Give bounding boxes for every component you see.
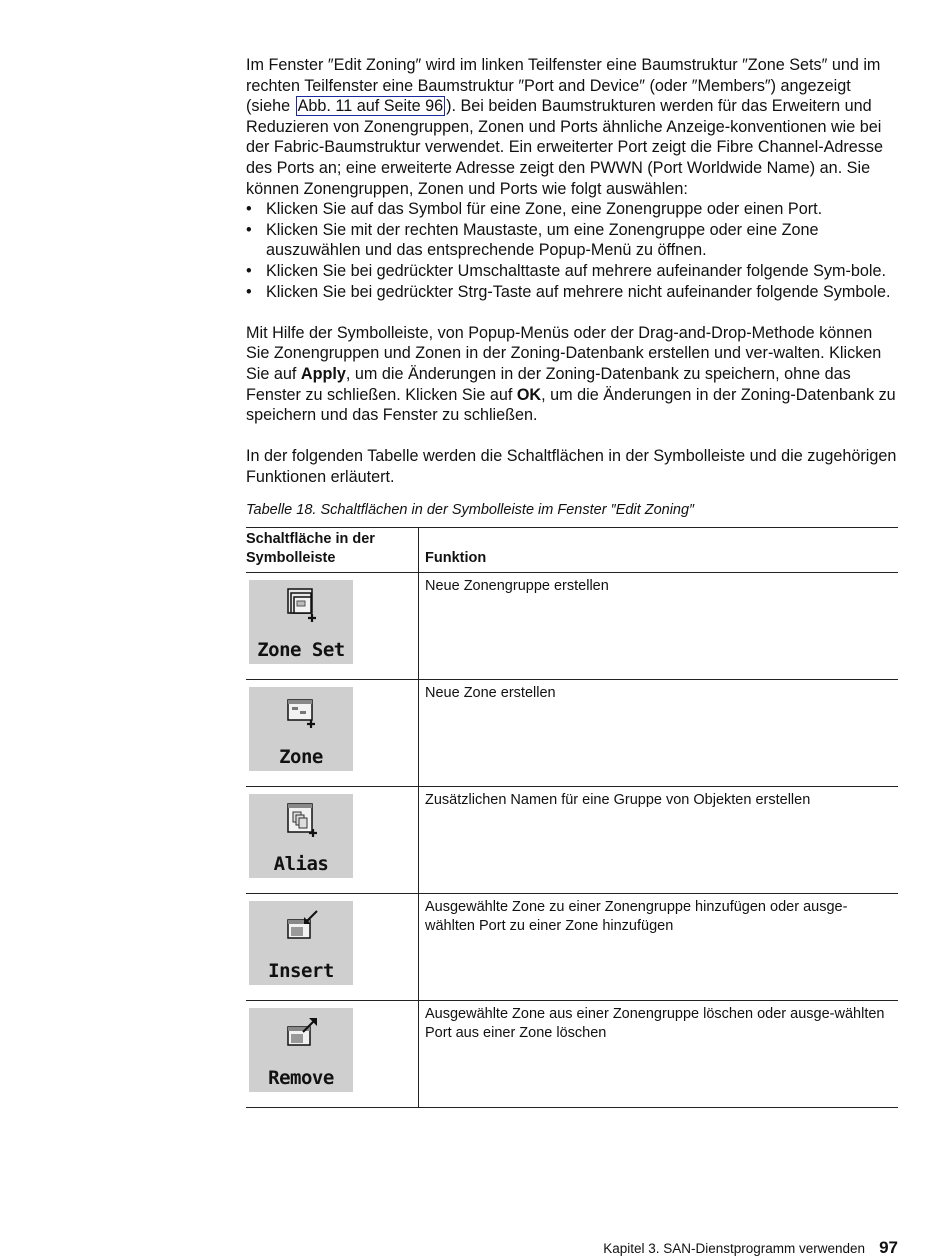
bullet-marker: •: [246, 220, 252, 239]
selection-bullet-list: [246, 199, 898, 302]
table-header-row: [246, 528, 898, 573]
list-item: • Klicken Sie mit der rechten Maustaste, um eine Zonengruppe oder eine Zone auszuwählen und das entsprechende Popup-Menü zu öffnen.: [246, 220, 819, 260]
table-row: [246, 573, 898, 680]
table-intro-paragraph: In der folgenden Tabelle werden die Schaltflächen in der Symbolleiste und die zugehörigen Funktionen erläutert.: [246, 447, 897, 486]
page-footer: [603, 1238, 898, 1258]
intro-text-start: Im Fenster ″Edit Zoning″ wird im linken Teilfenster eine Baumstruktur ″Zone Sets″ und im rechten Teilfenster eine Baumstruktur ″Port and Device″ (oder ″Members″) angezeigt (siehe: [246, 56, 881, 116]
header-function-column: Funktion: [419, 528, 899, 573]
remove-icon: [285, 1015, 321, 1055]
button-label: Zone Set: [257, 638, 345, 661]
page-content: [246, 55, 898, 1108]
zone-set-button[interactable]: [249, 580, 353, 664]
chapter-title: Kapitel 3. SAN-Dienstprogramm verwenden: [603, 1241, 866, 1256]
function-cell: Ausgewählte Zone zu einer Zonengruppe hinzufügen oder ausge-wählten Port zu einer Zone hinzufügen: [419, 894, 899, 1001]
zone-button[interactable]: [249, 687, 353, 771]
intro-text-end: ). Bei beiden Baumstrukturen werden für das Erweitern und Reduzieren von Zonengruppen, Zonen und Ports ähnliche Anzeige-konventionen wie bei der Fabric-Baumstruktur verwendet. Ein erweiterter Port zeigt die Fibre Channel-Adresse des Ports an; eine erweiterte Adresse zeigt den PWWN (Port Worldwide Name) an. Sie können Zonengruppen, Zonen und Ports wie folgt auswählen:: [246, 97, 883, 198]
toolbar-buttons-table: [246, 527, 898, 1108]
button-label: Insert: [268, 959, 334, 982]
function-cell: Neue Zone erstellen: [419, 680, 899, 787]
figure-reference-link[interactable]: Abb. 11 auf Seite 96: [297, 97, 444, 116]
ok-keyword: OK: [516, 385, 542, 404]
intro-paragraph: [246, 55, 898, 199]
alias-icon: [285, 801, 321, 841]
zone-icon: [285, 694, 321, 734]
table-caption: Tabelle 18. Schaltflächen in der Symbolleiste im Fenster ″Edit Zoning″: [246, 502, 695, 519]
list-item: • Klicken Sie bei gedrückter Strg-Taste auf mehrere nicht aufeinander folgende Symbole.: [246, 282, 891, 301]
table-row: [246, 787, 898, 894]
insert-icon: [285, 908, 321, 948]
zone-set-icon: [285, 587, 321, 627]
insert-button[interactable]: [249, 901, 353, 985]
apply-keyword: Apply: [300, 364, 346, 383]
button-label: Zone: [279, 745, 323, 768]
toolbar-paragraph: Mit Hilfe der Symbolleiste, von Popup-Menüs oder der Drag-and-Drop-Methode können Sie Zonengruppen und Zonen in der Zoning-Datenbank erstellen und ver-walten. Klicken Sie auf Apply, um die Änderungen in der Zoning-Datenbank zu speichern, ohne das Fenster zu schließen. Klicken Sie auf OK, um die Änderungen in der Zoning-Datenbank zu speichern und das Fenster zu schließen.: [246, 323, 896, 425]
list-item: • Klicken Sie auf das Symbol für eine Zone, eine Zonengruppe oder einen Port.: [246, 200, 823, 219]
button-label: Alias: [273, 852, 329, 875]
remove-button[interactable]: [249, 1008, 353, 1092]
table-row: [246, 894, 898, 1001]
bullet-marker: •: [246, 261, 252, 280]
header-button-column: Schaltfläche in der Symbolleiste: [246, 528, 419, 573]
function-cell: Zusätzlichen Namen für eine Gruppe von Objekten erstellen: [419, 787, 899, 894]
table-row: [246, 1001, 898, 1108]
bullet-marker: •: [246, 282, 252, 301]
bullet-marker: •: [246, 200, 252, 219]
alias-button[interactable]: [249, 794, 353, 878]
page-number: 97: [879, 1238, 898, 1257]
list-item: • Klicken Sie bei gedrückter Umschalttaste auf mehrere aufeinander folgende Sym-bole.: [246, 261, 886, 280]
function-cell: Ausgewählte Zone aus einer Zonengruppe löschen oder ausge-wählten Port aus einer Zone löschen: [419, 1001, 899, 1108]
table-row: [246, 680, 898, 787]
function-cell: Neue Zonengruppe erstellen: [419, 573, 899, 680]
button-label: Remove: [268, 1066, 334, 1089]
